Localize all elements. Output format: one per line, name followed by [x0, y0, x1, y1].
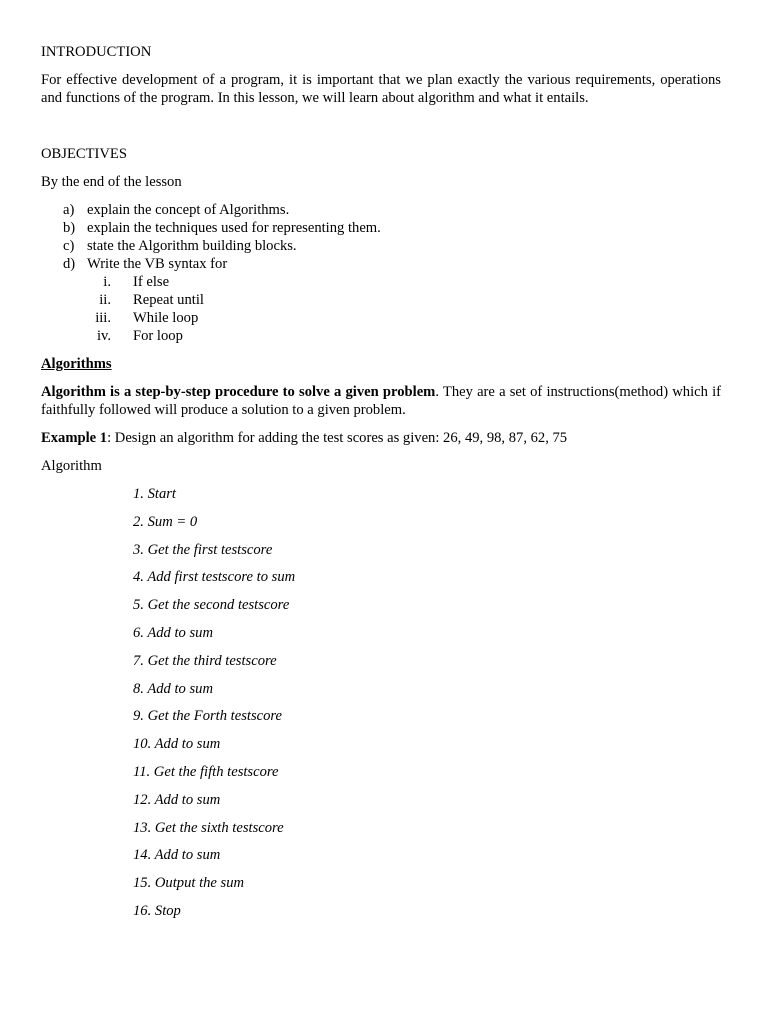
- sublist-text: While loop: [133, 310, 199, 326]
- algorithm-step: 13. Get the sixth testscore: [133, 819, 284, 836]
- objective-marker: a): [63, 202, 75, 218]
- algorithm-step: 15. Output the sum: [133, 875, 245, 892]
- algorithm-step: 9. Get the Forth testscore: [133, 708, 283, 725]
- algorithm-label: Algorithm: [41, 458, 102, 474]
- algorithm-step: 7. Get the third testscore: [133, 652, 277, 669]
- example-line: [41, 429, 721, 447]
- algorithm-step: 16. Stop: [133, 902, 181, 919]
- objective-text: state the Algorithm building blocks.: [87, 238, 297, 254]
- sublist-text: For loop: [133, 328, 183, 344]
- sublist-item: [41, 327, 721, 345]
- objective-marker: b): [63, 220, 76, 236]
- objective-item: [41, 201, 721, 219]
- objectives-list: [41, 201, 721, 273]
- algorithms-heading: Algorithms: [41, 356, 112, 372]
- sublist-text: Repeat until: [133, 292, 204, 308]
- algorithm-step: 2. Sum = 0: [133, 513, 198, 530]
- sublist-marker: iii.: [95, 310, 111, 326]
- algorithm-step: 3. Get the first testscore: [133, 541, 273, 558]
- sublist-marker: i.: [103, 274, 111, 290]
- algorithm-step: 12. Add to sum: [133, 791, 221, 808]
- introduction-paragraph: For effective development of a program, it is important that we plan exactly the various requirements, operations and functions of the program. In this lesson, we will learn about algorithm and what it entails.: [41, 72, 721, 106]
- objective-item: [41, 219, 721, 237]
- objective-marker: d): [63, 256, 76, 272]
- objective-text: explain the techniques used for representing them.: [87, 220, 381, 236]
- objective-text: Write the VB syntax for: [87, 256, 228, 272]
- document-page: [41, 43, 721, 930]
- definition-rest-text: . They are a set of instructions(method) which if faithfully followed will produce a solution to a given problem.: [41, 384, 721, 418]
- sublist-item: [41, 273, 721, 291]
- algorithm-step: 11. Get the fifth testscore: [133, 763, 279, 780]
- sublist-text: If else: [133, 274, 170, 290]
- algorithm-definition: [41, 383, 721, 419]
- algorithm-step: 4. Add first testscore to sum: [133, 569, 296, 586]
- algorithm-steps: [41, 485, 721, 920]
- algorithm-step: 6. Add to sum: [133, 624, 214, 641]
- introduction-heading: INTRODUCTION: [41, 44, 152, 60]
- objective-text: explain the concept of Algorithms.: [87, 202, 290, 218]
- vb-syntax-sublist: [41, 273, 721, 345]
- algorithm-step: 14. Add to sum: [133, 847, 221, 864]
- example-text: : Design an algorithm for adding the test scores as given: 26, 49, 98, 87, 62, 75: [107, 430, 568, 446]
- algorithm-step: 1. Start: [133, 486, 176, 502]
- algorithm-step: 5. Get the second testscore: [133, 597, 290, 614]
- objectives-intro: By the end of the lesson: [41, 174, 182, 190]
- sublist-item: [41, 291, 721, 309]
- algorithm-step: 10. Add to sum: [133, 736, 221, 753]
- algorithm-step: 8. Add to sum: [133, 680, 214, 697]
- objective-marker: c): [63, 238, 75, 254]
- sublist-marker: iv.: [96, 328, 111, 344]
- definition-bold-text: Algorithm is a step-by-step procedure to solve a given problem: [41, 384, 436, 400]
- sublist-marker: ii.: [99, 292, 111, 308]
- example-label: Example 1: [41, 430, 108, 446]
- objectives-heading: OBJECTIVES: [41, 146, 127, 162]
- sublist-item: [41, 309, 721, 327]
- objective-item: [41, 237, 721, 255]
- objective-item: [41, 255, 721, 273]
